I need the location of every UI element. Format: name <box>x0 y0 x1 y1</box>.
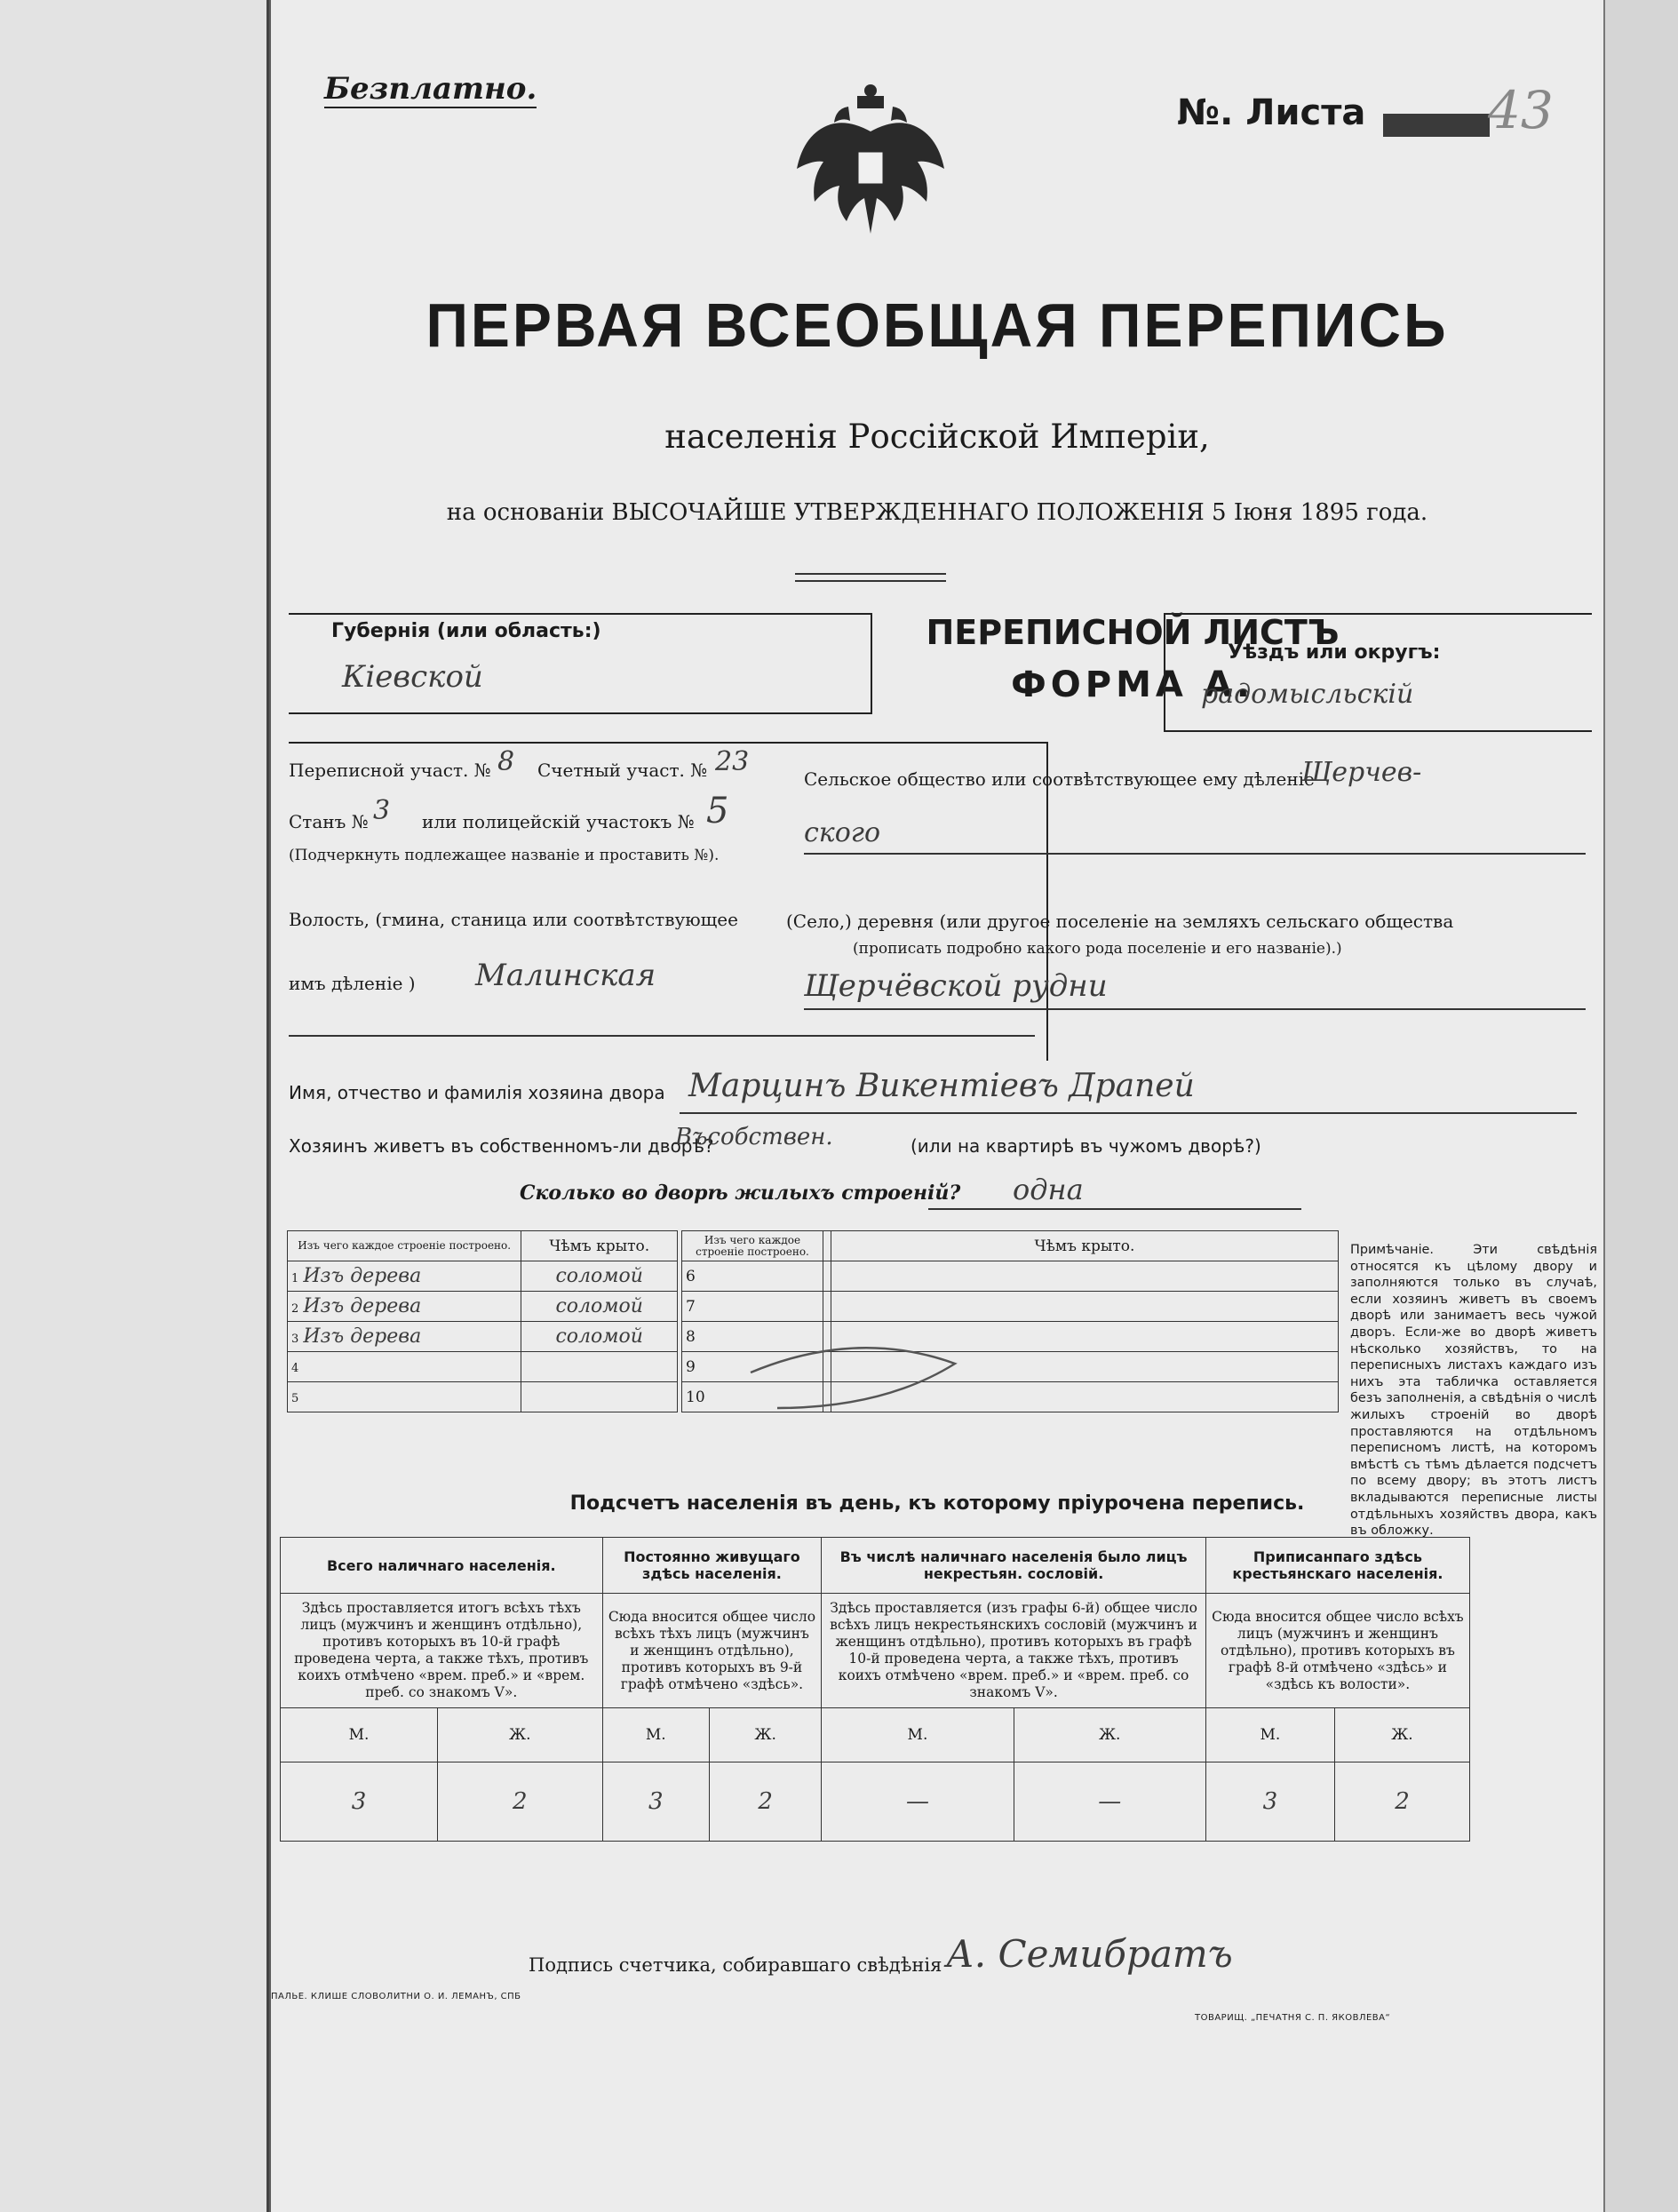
community-label: Сельское общество или соотвѣтствующее ему дѣленіе <box>804 768 1315 790</box>
pop-col-desc: Сюда вносится общее число всѣхъ лицъ (мужчинъ и женщинъ отдѣльно), противъ которыхъ въ графѣ 8-й отмѣчено «здѣсь» и «здѣсь къ волости». <box>1205 1594 1469 1708</box>
owner-lives-label-2: (или на квартирѣ въ чужомъ дворѣ?) <box>911 1135 1261 1157</box>
owner-name-value: Марцинъ Викентіевъ Драпей <box>688 1068 1195 1104</box>
dwelling-row: 8 <box>682 1322 1339 1352</box>
female-label: Ж. <box>1334 1708 1469 1762</box>
pop-value: 2 <box>710 1762 822 1842</box>
printer-left: ПАЛЬЕ. КЛИШЕ СЛОВОЛИТНИ О. И. ЛЕМАНЪ, СПБ <box>271 1992 521 2001</box>
pop-col-desc: Здѣсь проставляется итогъ всѣхъ тѣхъ лицъ (мужчинъ и женщинъ отдѣльно), противъ которыхъ въ 10-й графѣ проведена черта, а также тѣхъ, противъ коихъ отмѣчено «врем. преб.» и «врем. преб. со знакомъ V». <box>281 1594 603 1708</box>
underline-note: (Подчеркнуть подлежащее названіе и проставить №). <box>289 847 720 864</box>
population-title: Подсчетъ населенія въ день, къ которому пріурочена перепись. <box>569 1492 1305 1515</box>
handwritten-strike-through <box>298 1288 1186 1448</box>
dwelling-row: 5 <box>288 1382 678 1412</box>
pop-col-desc: Сюда вносится общее число всѣхъ тѣхъ лицъ (мужчинъ и женщинъ отдѣльно), противъ которыхъ въ 9-й графѣ отмѣчено «здѣсь». <box>602 1594 822 1708</box>
pop-col-desc: Здѣсь проставляется (изъ графы 6-й) общее число всѣхъ лицъ некрестьянскихъ сословій (мужчинъ и женщинъ отдѣльно), противъ которыхъ въ графѣ 10-й проведена черта, а также тѣхъ, противъ коихъ отмѣчено «врем. преб.» и «врем. преб. со знакомъ V». <box>822 1594 1206 1708</box>
male-label: М. <box>1205 1708 1334 1762</box>
dwelling-row: 6 <box>682 1261 1339 1292</box>
buildings-value: одна <box>1013 1173 1084 1206</box>
police-value: 5 <box>706 791 729 831</box>
female-label: Ж. <box>710 1708 822 1762</box>
village-label: (Село,) деревня (или другое поселеніе на земляхъ сельскаго общества <box>786 911 1454 932</box>
uezd-label: Уѣздъ или округъ: <box>1228 641 1441 664</box>
signature-value: А. Семибратъ <box>946 1932 1233 1976</box>
dwelling-note: Примѣчаніе. Эти свѣдѣнія относятся къ цѣлому двору и заполняются только въ случаѣ, если хозяинъ живетъ въ своемъ дворѣ или занимаетъ весь чужой дворъ. Если-же во дворѣ живетъ нѣсколько хозяйствъ, то на переписныхъ листахъ каждаго изъ нихъ эта табличка оставляется безъ заполненія, а свѣдѣнія о числѣ жилыхъ строеній во дворѣ проставляются на отдѣльномъ переписномъ листѣ, на которомъ вмѣстѣ съ тѣмъ дѣлается подсчетъ по всему двору; въ этотъ листъ вкладываются переписные листы отдѣльныхъ хозяйствъ двора, какъ въ обложку. <box>1350 1243 1597 1539</box>
pop-value: 3 <box>602 1762 710 1842</box>
dwelling-row: 4 <box>288 1352 678 1382</box>
redaction-mark <box>1383 114 1490 137</box>
imperial-eagle-icon <box>795 80 946 258</box>
dwelling-row: 9 <box>682 1352 1339 1382</box>
stan-value: 3 <box>373 795 391 826</box>
census-area-label: Переписной участ. № <box>289 760 491 781</box>
village-line <box>804 1008 1586 1010</box>
buildings-label: Сколько во дворѣ жилыхъ строеній? <box>520 1182 961 1205</box>
gubernia-value: Кіевской <box>342 659 483 695</box>
col-roof-header: Чѣмъ крыто. <box>521 1231 678 1261</box>
community-line <box>804 853 1586 855</box>
dwelling-row: 1 Изъ дерева соломой <box>288 1261 678 1292</box>
page-title: ПЕРВАЯ ВСЕОБЩАЯ ПЕРЕПИСЬ <box>425 290 1449 360</box>
col-material-header: Изъ чего каждое строеніе построено. <box>288 1231 521 1261</box>
legal-basis: на основаніи ВЫСОЧАЙШЕ УТВЕРЖДЕННАГО ПОЛОЖЕНІЯ 5 Іюня 1895 года. <box>446 499 1428 526</box>
village-value: Щерчёвской рудни <box>804 968 1108 1004</box>
owner-lives-value: Въсобствен. <box>675 1124 833 1150</box>
pop-col-header: Всего наличнаго населенія. <box>281 1538 603 1594</box>
back-sheet-edge <box>1603 0 1678 2212</box>
community-value-2: ского <box>804 817 881 848</box>
pop-value: 2 <box>1334 1762 1469 1842</box>
pop-value: 3 <box>1205 1762 1334 1842</box>
buildings-line <box>928 1208 1301 1210</box>
pop-value: 3 <box>281 1762 438 1842</box>
stan-label: Станъ № <box>289 811 369 832</box>
counting-area-label: Счетный участ. № <box>537 760 708 781</box>
left-facing-page <box>0 0 269 2212</box>
pop-col-header: Приписанпаго здѣсь крестьянскаго населенія. <box>1205 1538 1469 1594</box>
owner-lives-label: Хозяинъ живетъ въ собственномъ-ли дворѣ? <box>289 1135 714 1157</box>
form-title: ФОРМА А. <box>1011 664 1254 705</box>
community-value: Щерчев- <box>1301 757 1422 788</box>
female-label: Ж. <box>438 1708 602 1762</box>
signature-label: Подпись счетчика, собиравшаго свѣдѣнія <box>529 1954 942 1976</box>
dwelling-row: 7 <box>682 1292 1339 1322</box>
owner-name-line <box>680 1112 1577 1114</box>
volost-label: Волость, (гмина, станица или соотвѣтствующее <box>289 909 738 930</box>
pop-value: — <box>1014 1762 1205 1842</box>
sheet-number-handwritten: 43 <box>1488 80 1554 140</box>
uezd-value: радомысльскій <box>1201 679 1414 710</box>
sheet-number-label: №. Листа <box>1177 92 1366 133</box>
col-roof-header-2: Чѣмъ крыто. <box>831 1231 1339 1261</box>
volost-value: Малинская <box>475 958 656 993</box>
sheet-title: ПЕРЕПИСНОЙ ЛИСТЪ <box>926 613 1340 652</box>
counting-area-value: 23 <box>715 746 750 777</box>
population-table <box>280 1537 1470 1842</box>
male-label: М. <box>822 1708 1014 1762</box>
male-label: М. <box>602 1708 710 1762</box>
volost-label-2: имъ дѣленіе ) <box>289 973 416 994</box>
census-form-sheet <box>271 0 1603 2212</box>
free-label: Безплатно. <box>324 71 537 107</box>
pop-value: — <box>822 1762 1014 1842</box>
dwelling-row: 2 Изъ дерева соломой <box>288 1292 678 1322</box>
pop-value: 2 <box>438 1762 602 1842</box>
owner-name-label: Имя, отчество и фамилія хозяина двора <box>289 1082 665 1103</box>
ornament-divider <box>795 573 946 582</box>
gubernia-label: Губернія (или область:) <box>331 620 601 642</box>
dwelling-row: 10 <box>682 1382 1339 1412</box>
col-material-header-2: Изъ чего каждое строеніе построено. <box>682 1231 823 1261</box>
printer-right: ТОВАРИЩ. „ПЕЧАТНЯ С. П. ЯКОВЛЕВА“ <box>1195 2013 1391 2023</box>
village-note: (прописать подробно какого рода поселеніе и его названіе).) <box>853 940 1342 958</box>
dwelling-row: 3 Изъ дерева соломой <box>288 1322 678 1352</box>
male-label: М. <box>281 1708 438 1762</box>
police-label: или полицейскій участокъ № <box>422 811 695 832</box>
pop-col-header: Постоянно живущаго здѣсь населенія. <box>602 1538 822 1594</box>
pop-col-header: Въ числѣ наличнаго населенія было лицъ некрестьян. сословій. <box>822 1538 1206 1594</box>
page-subtitle: населенія Россійской Имперіи, <box>664 418 1210 456</box>
uezd-box <box>1164 613 1592 732</box>
volost-extra-line <box>289 1035 1035 1037</box>
female-label: Ж. <box>1014 1708 1205 1762</box>
census-area-value: 8 <box>497 746 515 777</box>
gubernia-box <box>289 613 872 714</box>
